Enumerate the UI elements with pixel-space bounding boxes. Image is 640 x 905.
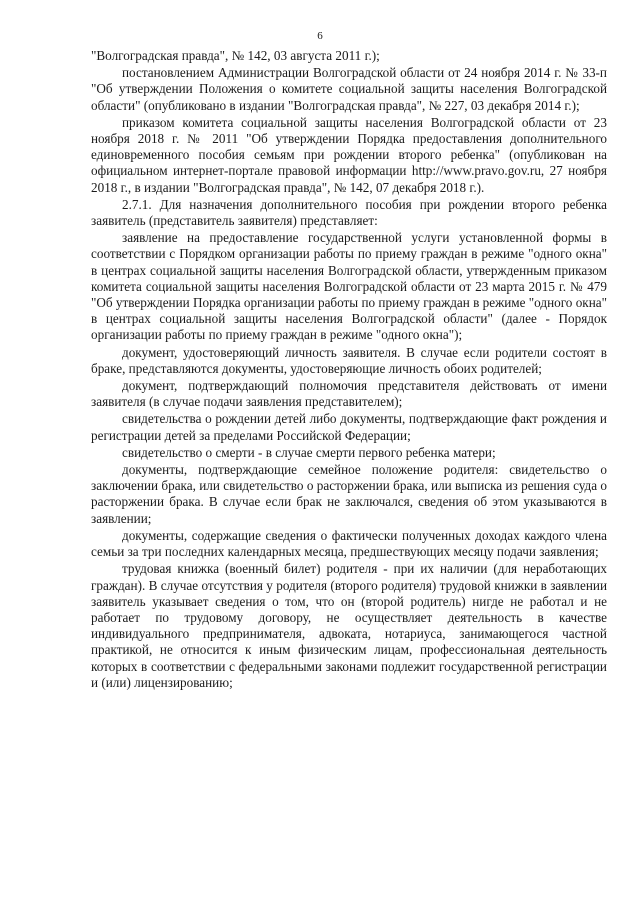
paragraph: "Волгоградская правда", № 142, 03 августа 2011 г.);	[91, 48, 380, 63]
paragraph: трудовая книжка (военный билет) родителя - при их наличии (для неработающих граждан). В случае отсутствия у родителя (второго родителя) трудовой книжки в заявлении заявитель указывает сведения о том, что он (второй родитель) нигде не работал и не работает по трудовому договору, не осуществляет деятельность в качестве индивидуального предпринимателя, адвоката, нотариуса, занимающегося частной практикой, не относится к иным физическим лицам, профессиональная деятельность которых в соответствии с федеральными законами подлежит государственной регистрации и (или) лицензированию;	[91, 561, 607, 690]
page-number: 6	[317, 30, 323, 42]
document-body	[91, 48, 607, 692]
paragraph: свидетельство о смерти - в случае смерти первого ребенка матери;	[122, 444, 496, 460]
paragraph: приказом комитета социальной защиты населения Волгоградской области от 23 ноября 2018 г. № 2011 "Об утверждении Порядка предоставления дополнительного единовременного пособия семьям при рождении второго ребенка" (опубликован на официальном интернет-портале правовой информации http://www.pravo.gov.ru, 27 ноября 2018 г., в издании "Волгоградская правда", № 142, 07 декабря 2018 г.).	[91, 114, 607, 195]
paragraph: заявление на предоставление государственной услуги установленной формы в соответствии с Порядком организации работы по приему граждан в режиме "одного окна" в центрах социальной защиты населения Волгоградской области, утвержденным приказом комитета социальной защиты населения Волгоградской области от 23 марта 2015 г. № 479 "Об утверждении Порядка организации работы по приему граждан в режиме "одного окна" в центрах социальной защиты населения Волгоградской области" (далее - Порядок организации работы по приему граждан в режиме "одного окна");	[91, 230, 607, 343]
paragraph: документы, подтверждающие семейное положение родителя: свидетельство о заключении брака, или свидетельство о расторжении брака, или выписка из решения суда о расторжении брака. В случае если брак не заключался, сведения об этом указываются в заявлении;	[91, 462, 607, 526]
paragraph: постановлением Администрации Волгоградской области от 24 ноября 2014 г. № 33-п "Об утверждении Положения о комитете социальной защиты населения Волгоградской области" (опубликовано в издании "Волгоградская правда", № 227, 03 декабря 2014 г.);	[91, 65, 607, 113]
paragraph: 2.7.1. Для назначения дополнительного пособия при рождении второго ребенка заявитель (представитель заявителя) представляет:	[91, 196, 607, 229]
paragraph: документ, удостоверяющий личность заявителя. В случае если родители состоят в браке, представляются документы, удостоверяющие личность обоих родителей;	[91, 344, 607, 376]
paragraph: документы, содержащие сведения о фактически полученных доходах каждого члена семьи за три последних календарных месяца, предшествующих месяцу подачи заявления;	[91, 527, 607, 560]
paragraph: свидетельства о рождении детей либо документы, подтверждающие факт рождения и регистрации детей за пределами Российской Федерации;	[91, 411, 607, 443]
paragraph: документ, подтверждающий полномочия представителя действовать от имени заявителя (в случае подачи заявления представителем);	[91, 378, 607, 410]
